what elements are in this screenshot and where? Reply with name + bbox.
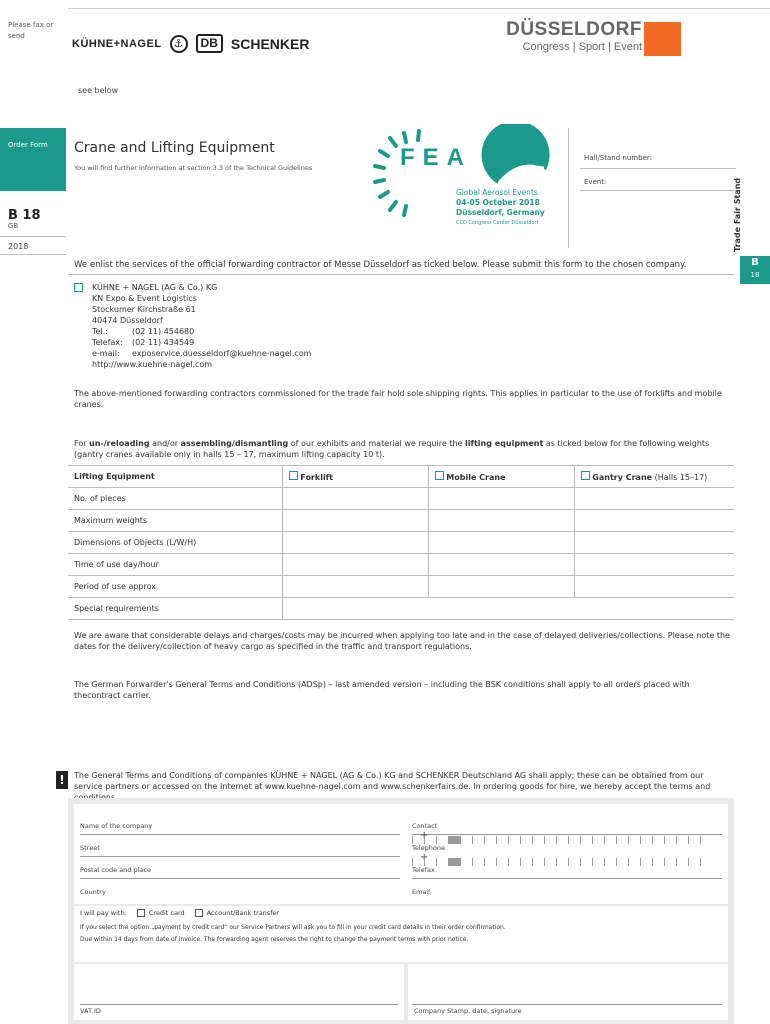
input-cell[interactable] — [282, 510, 428, 532]
box — [580, 858, 592, 866]
box — [640, 836, 652, 844]
box — [472, 836, 484, 844]
text: of our exhibits and material we require the — [288, 439, 465, 448]
form-language: GB — [8, 222, 19, 230]
box — [664, 836, 676, 844]
section-tab — [740, 256, 770, 284]
input-cell[interactable] — [428, 532, 574, 554]
box — [460, 858, 472, 866]
row-label: No. of pieces — [68, 488, 282, 510]
db-logo: DB — [196, 34, 223, 53]
payment-options — [80, 909, 279, 917]
email-label: e-mail: — [92, 349, 120, 358]
box — [496, 836, 508, 844]
text-bold: lifting equipment — [464, 439, 544, 448]
input-cell[interactable] — [282, 576, 428, 598]
order-form-label: Order Form — [8, 141, 48, 149]
dusseldorf-subtitle: Congress | Sport | Event — [522, 41, 642, 53]
table-row — [68, 554, 734, 576]
hall-stand-label: Hall/Stand number: — [584, 154, 652, 162]
form-year: 2018 — [8, 242, 29, 251]
box — [676, 836, 688, 844]
street-field[interactable] — [80, 856, 400, 857]
country-label: Country — [80, 888, 106, 896]
order-form-tab — [0, 128, 66, 191]
table-row — [68, 598, 734, 620]
box — [664, 858, 676, 866]
input-cell[interactable] — [282, 554, 428, 576]
postal-field[interactable] — [80, 878, 400, 879]
box — [604, 858, 616, 866]
text: and/or — [149, 439, 181, 448]
payment-notes — [80, 922, 720, 946]
kuehne-nagel-checkbox[interactable] — [74, 283, 83, 292]
input-cell[interactable] — [428, 488, 574, 510]
kuehne-nagel-logo: KÜHNE+NAGEL — [72, 37, 162, 50]
forklift-label: Forklift — [300, 473, 333, 482]
table-row — [68, 576, 734, 598]
vat-panel[interactable] — [74, 964, 404, 1020]
dusseldorf-title: DÜSSELDORF — [506, 19, 642, 40]
row-label: Maximum weights — [68, 510, 282, 532]
mobile-crane-label: Mobile Crane — [446, 473, 506, 482]
table-row — [68, 488, 734, 510]
forklift-header — [282, 466, 428, 488]
fea-event-logo — [368, 124, 554, 234]
box — [436, 858, 448, 866]
input-cell[interactable] — [428, 554, 574, 576]
adsp-notice: The German Forwarder's General Terms and Conditions (ADSp) – last amended version – including the BSK conditions shall apply to all orders placed with thecontract carrier. — [74, 680, 690, 700]
stand-box — [568, 128, 740, 248]
credit-card-note: If you select the option „payment by credit card“ our Service Partners will ask you to fill in your credit card details in their order confirmation. — [80, 924, 506, 931]
contractor-city: 40474 Düsseldorf — [92, 316, 163, 325]
row-label: Special requirements — [68, 598, 282, 620]
company-label: Name of the company — [80, 822, 153, 830]
input-cell[interactable] — [282, 598, 734, 620]
box — [508, 858, 520, 866]
box — [544, 836, 556, 844]
page-title: Crane and Lifting Equipment — [74, 140, 275, 156]
telefax-label: Telefax — [412, 866, 435, 874]
box — [616, 836, 628, 844]
box — [472, 858, 484, 866]
anchor-icon: ⚓ — [170, 35, 188, 53]
schenker-logo: SCHENKER — [230, 35, 310, 52]
event-label: Event: — [584, 178, 607, 186]
box — [436, 836, 448, 844]
table-row — [68, 532, 734, 554]
box — [580, 836, 592, 844]
event-field[interactable] — [580, 190, 736, 191]
company-field[interactable] — [80, 834, 400, 835]
box — [592, 858, 604, 866]
contact-label: Contact — [412, 822, 438, 830]
telephone-plus: + — [420, 830, 429, 841]
text: as ticked below for the following weights (gantry cranes available only in halls 15 – 17, maximum lifting capacity 10 t). — [74, 439, 710, 459]
input-cell[interactable] — [574, 576, 734, 598]
fea-dates: 04-05 October 2018 — [456, 198, 540, 207]
contact-field[interactable] — [412, 834, 722, 835]
input-cell[interactable] — [428, 510, 574, 532]
box — [568, 858, 580, 866]
box — [424, 858, 436, 866]
box — [460, 836, 472, 844]
box — [652, 836, 664, 844]
form-code: B 18 — [8, 208, 41, 223]
divider — [0, 254, 66, 255]
box — [412, 858, 424, 866]
contractor-website: http://www.kuehne-nagel.com — [92, 360, 213, 369]
mobile-crane-checkbox[interactable] — [435, 471, 444, 480]
bank-transfer-checkbox[interactable] — [195, 909, 203, 917]
fea-line1: Global Aerosol Events — [456, 188, 538, 197]
contractor-address — [92, 282, 311, 370]
shipping-rights-text: The above-mentioned forwarding contractors commissioned for the trade fair hold sole shipping rights. This applies in particular to the use of forklifts and mobile cranes. — [74, 389, 722, 409]
fax-label: Telefax: — [92, 338, 123, 347]
text: For — [74, 439, 90, 448]
box — [484, 836, 496, 844]
fea-logo-graphic — [368, 124, 554, 234]
warning-icon: ! — [56, 771, 68, 789]
box — [688, 858, 700, 866]
terms-notice: The General Terms and Conditions of companies KÜHNE + NAGEL (AG & Co.) KG and SCHENKER Deutschland AG shall apply; these can be obtained from our service partners or accessed on the Internet at www.kuehne-nagel.com and www.schenkerfairs.de. In ordering goods for hire, we hereby accept the terms and — [74, 771, 711, 791]
row-label: Dimensions of Objects (L/W/H) — [68, 532, 282, 554]
delay-notice: We are aware that considerable delays and charges/costs may be incurred when applying too late and in the case of delayed deliveries/collections. Please note the dates for the delivery/collection of heavy cargo as specified in the traffic and transport regulations. — [74, 631, 730, 651]
box — [484, 858, 496, 866]
box — [700, 836, 712, 844]
lifting-equipment-header: Lifting Equipment — [68, 466, 282, 488]
text-bold: un-/reloading — [89, 439, 150, 448]
row-label: Time of use day/hour — [68, 554, 282, 576]
telefax-plus: + — [420, 852, 429, 863]
input-cell[interactable] — [574, 510, 734, 532]
payment-terms-note: Due within 14 days from date of invoice. The forwarding agent reserves the right to change the payment terms with prior notice. — [80, 936, 469, 943]
section-tab-letter: B — [751, 257, 759, 268]
forklift-checkbox[interactable] — [289, 471, 298, 480]
address-panel — [74, 804, 728, 904]
lifting-requirement-text — [74, 438, 734, 460]
mobile-crane-header — [428, 466, 574, 488]
page-subtitle: You will find further information at section 3.3 of the Technical Guidelines — [74, 164, 313, 172]
bank-transfer-label: Account/Bank transfer — [206, 909, 280, 917]
vat-line — [80, 1004, 398, 1005]
divider — [68, 274, 734, 275]
fax-value: (02 11) 434549 — [132, 338, 195, 347]
box — [520, 858, 532, 866]
divider — [0, 236, 66, 237]
box — [556, 858, 568, 866]
contractor-street: Stockumer Kirchstraße 61 — [92, 305, 196, 314]
lifting-equipment-table — [68, 465, 734, 620]
contractor-dept: KN Expo & Event Logistics — [92, 294, 197, 303]
box — [628, 836, 640, 844]
gantry-crane-header — [574, 466, 734, 488]
section-tab-number: 18 — [750, 271, 760, 279]
box — [448, 858, 460, 866]
hall-stand-field[interactable] — [580, 168, 736, 169]
street-label: Street — [80, 844, 100, 852]
box — [640, 858, 652, 866]
box — [532, 836, 544, 844]
stamp-line — [412, 1004, 722, 1005]
forwarder-logos — [72, 34, 309, 53]
credit-card-label: Credit card — [148, 909, 185, 917]
fea-venue: CCD Congress Center Düsseldorf — [456, 220, 539, 226]
telefax-field[interactable] — [412, 878, 722, 879]
box — [592, 836, 604, 844]
box — [412, 836, 424, 844]
input-cell[interactable] — [574, 554, 734, 576]
table-header-row — [68, 466, 734, 488]
enlist-text: We enlist the services of the official forwarding contractor of Messe Düsseldorf as ticked below. Please submit this form to the chosen company. — [74, 260, 687, 270]
vat-label: VAT ID — [80, 1007, 101, 1015]
box — [448, 836, 460, 844]
pay-label: I will pay with: — [80, 909, 127, 917]
box — [604, 836, 616, 844]
fax-note: Please fax or send — [8, 21, 54, 40]
dusseldorf-logo — [482, 20, 642, 54]
box — [520, 836, 532, 844]
input-cell[interactable] — [282, 532, 428, 554]
gantry-crane-note: (Halls 15–17) — [652, 473, 708, 482]
email-label: Email — [412, 888, 431, 896]
text-bold: assembling/dismantling — [180, 439, 289, 448]
box — [556, 836, 568, 844]
stamp-label: Company Stamp, date, signature — [414, 1007, 522, 1015]
telephone-label: Telephone — [412, 844, 446, 852]
box — [568, 836, 580, 844]
box — [616, 858, 628, 866]
box — [628, 858, 640, 866]
box — [544, 858, 556, 866]
box — [652, 858, 664, 866]
table-row — [68, 510, 734, 532]
box — [424, 836, 436, 844]
box — [496, 858, 508, 866]
row-label: Period of use approx — [68, 576, 282, 598]
postal-label: Postal code and place — [80, 866, 151, 874]
gantry-crane-label: Gantry Crane — [592, 473, 653, 482]
telephone-boxes[interactable] — [412, 836, 712, 844]
box — [508, 836, 520, 844]
telefax-boxes[interactable] — [412, 858, 712, 866]
input-cell[interactable] — [574, 532, 734, 554]
tel-value: (02 11) 454680 — [132, 327, 195, 336]
fea-location: Düsseldorf, Germany — [456, 208, 545, 217]
trade-fair-stand-label: Trade Fair Stand — [733, 177, 742, 252]
box — [688, 836, 700, 844]
dusseldorf-orange-square — [644, 22, 681, 56]
input-cell[interactable] — [428, 576, 574, 598]
input-cell[interactable] — [282, 488, 428, 510]
gantry-crane-checkbox[interactable] — [581, 471, 590, 480]
credit-card-checkbox[interactable] — [137, 909, 145, 917]
box — [700, 858, 712, 866]
see-below: see below — [78, 86, 119, 95]
contractor-name: KÜHNE + NAGEL (AG & Co.) KG — [92, 283, 218, 292]
tel-label: Tel.: — [92, 327, 108, 336]
box — [676, 858, 688, 866]
fea-name: FEA — [400, 144, 472, 171]
input-cell[interactable] — [574, 488, 734, 510]
box — [532, 858, 544, 866]
email-value: exposervice.duesseldorf@kuehne-nagel.com — [132, 349, 312, 358]
